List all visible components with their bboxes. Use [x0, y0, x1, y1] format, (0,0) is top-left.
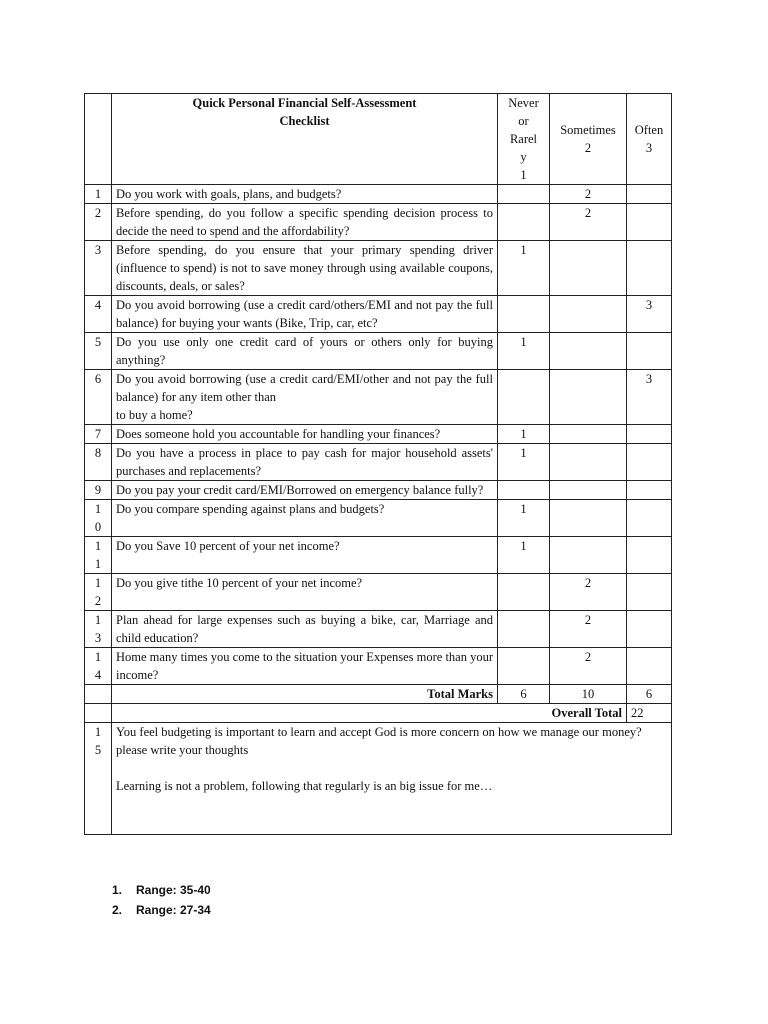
question-number [85, 481, 112, 500]
question-15-row [85, 723, 672, 835]
question-row [85, 241, 672, 296]
column-header-often [627, 94, 672, 185]
total-marks-row [85, 685, 672, 704]
question-number-line: 6 [94, 372, 102, 386]
overall-blank-cell [85, 704, 112, 723]
question-text-line: Do you pay your credit card/EMI/Borrowed on emergency balance fully? [116, 483, 484, 497]
score-never: 1 [498, 444, 550, 481]
score-never [498, 204, 550, 241]
question-number [85, 241, 112, 296]
spacer [116, 759, 667, 777]
score-sometimes [550, 481, 627, 500]
question-row [85, 333, 672, 370]
question-text-line: Before spending, do you ensure that your primary spending driver (influence to spend) is not to save money through using available coupons, discounts, deals, or sales? [116, 243, 493, 293]
total-marks-label: Total Marks [112, 685, 498, 704]
total-sometimes: 10 [550, 685, 627, 704]
score-often [627, 537, 672, 574]
often-header-line: Often [634, 123, 664, 137]
question-text-line: to buy a home? [116, 408, 193, 422]
score-sometimes: 2 [550, 185, 627, 204]
question-number-line: 0 [94, 520, 102, 534]
question-row [85, 648, 672, 685]
question-row [85, 500, 672, 537]
never-header-line: y [520, 150, 527, 164]
question-number-line: 4 [94, 668, 102, 682]
assessment-table [84, 93, 672, 835]
question-row [85, 370, 672, 425]
score-never: 1 [498, 241, 550, 296]
question-number [85, 204, 112, 241]
score-never [498, 481, 550, 500]
range-text: Range: 35-40 [136, 883, 211, 897]
score-often [627, 648, 672, 685]
question-text [112, 185, 498, 204]
score-sometimes [550, 296, 627, 333]
question-text [112, 574, 498, 611]
score-often [627, 574, 672, 611]
question-row [85, 296, 672, 333]
question-text-line: Home many times you come to the situation your Expenses more than your income? [116, 650, 494, 682]
question-number [85, 370, 112, 425]
overall-total-row [85, 704, 672, 723]
column-header-never [498, 94, 550, 185]
question-number [85, 648, 112, 685]
question-number-line: 4 [94, 298, 102, 312]
question-text [112, 481, 498, 500]
question-number-line: 2 [94, 206, 102, 220]
score-sometimes [550, 241, 627, 296]
question-15-cell [112, 723, 672, 835]
score-often [627, 444, 672, 481]
score-often [627, 185, 672, 204]
question-number-line: 1 [94, 539, 102, 553]
score-often [627, 204, 672, 241]
question-number-line: 3 [94, 243, 102, 257]
question-row [85, 574, 672, 611]
question-number [85, 444, 112, 481]
question-text-line: Does someone hold you accountable for handling your finances? [116, 427, 441, 441]
title-line-1: Quick Personal Financial Self-Assessment [192, 96, 417, 110]
range-text: Range: 27-34 [136, 903, 211, 917]
total-blank-cell [85, 685, 112, 704]
score-never: 1 [498, 333, 550, 370]
question-text [112, 444, 498, 481]
score-often [627, 611, 672, 648]
score-sometimes: 2 [550, 574, 627, 611]
question-text [112, 333, 498, 370]
column-header-sometimes [550, 94, 627, 185]
question-row [85, 185, 672, 204]
never-header-line: Rarel [509, 132, 538, 146]
question-number-line: 1 [94, 613, 102, 627]
question-row [85, 425, 672, 444]
question-text-line: Do you avoid borrowing (use a credit card/others/EMI and not pay the full balance) for buying your wants (Bike, Trip, car, etc? [116, 298, 493, 330]
question-text-line: Do you Save 10 percent of your net income? [116, 539, 340, 553]
range-number: 2. [112, 903, 123, 917]
score-sometimes [550, 537, 627, 574]
header-blank-cell [85, 94, 112, 185]
range-number: 1. [112, 883, 123, 897]
overall-total-value: 22 [627, 704, 672, 723]
question-number [85, 537, 112, 574]
score-sometimes: 2 [550, 204, 627, 241]
question-text-line: Plan ahead for large expenses such as buying a bike, car, Marriage and child education? [116, 613, 493, 645]
question-text [112, 425, 498, 444]
question-text [112, 648, 498, 685]
score-often [627, 241, 672, 296]
score-sometimes: 2 [550, 648, 627, 685]
question-text [112, 611, 498, 648]
score-never: 1 [498, 425, 550, 444]
range-item [112, 880, 211, 900]
question-number [85, 500, 112, 537]
question-number [85, 296, 112, 333]
question-number [85, 333, 112, 370]
question-text [112, 241, 498, 296]
question-number-line: 5 [94, 335, 102, 349]
question-15-answer: Learning is not a problem, following that regularly is an big issue for me… [116, 779, 493, 793]
question-number-line: 9 [94, 483, 102, 497]
range-item [112, 900, 211, 920]
header-row [85, 94, 672, 185]
score-never [498, 370, 550, 425]
score-often: 3 [627, 296, 672, 333]
question-row [85, 204, 672, 241]
score-often: 3 [627, 370, 672, 425]
score-sometimes [550, 500, 627, 537]
score-often [627, 425, 672, 444]
score-never [498, 574, 550, 611]
question-number-line: 5 [94, 743, 102, 757]
overall-total-label: Overall Total [112, 704, 627, 723]
score-sometimes [550, 444, 627, 481]
question-row [85, 611, 672, 648]
question-number [85, 425, 112, 444]
question-text-line: Before spending, do you follow a specific spending decision process to decide the need to spend and the affordability? [116, 206, 493, 238]
question-number-line: 1 [94, 576, 102, 590]
never-header-line: 1 [520, 168, 527, 182]
question-15-prompt: You feel budgeting is important to learn and accept God is more concern on how we manage our money? please write your thoughts [116, 725, 642, 757]
question-text-line: Do you give tithe 10 percent of your net income? [116, 576, 363, 590]
question-number-line: 7 [94, 427, 102, 441]
question-text [112, 204, 498, 241]
ranges-list [112, 880, 211, 920]
question-number-line: 1 [94, 725, 102, 739]
question-number [85, 723, 112, 835]
question-number-line: 1 [94, 557, 102, 571]
score-sometimes [550, 370, 627, 425]
sometimes-header-line: 2 [584, 141, 592, 155]
score-never: 1 [498, 537, 550, 574]
question-text [112, 537, 498, 574]
question-row [85, 481, 672, 500]
often-header-line: 3 [645, 141, 653, 155]
question-text-line: Do you use only one credit card of yours or others only for buying anything? [116, 335, 493, 367]
question-number [85, 611, 112, 648]
score-never [498, 611, 550, 648]
question-text [112, 296, 498, 333]
question-number-line: 1 [94, 650, 102, 664]
question-number-line: 8 [94, 446, 102, 460]
question-text-line: Do you avoid borrowing (use a credit card/EMI/other and not pay the full balance) for any item other than [116, 372, 493, 404]
question-text-line: Do you have a process in place to pay cash for major household assets' purchases and replacements? [116, 446, 493, 478]
question-number-line: 1 [94, 187, 102, 201]
question-row [85, 444, 672, 481]
total-never: 6 [498, 685, 550, 704]
question-number-line: 1 [94, 502, 102, 516]
question-text-line: Do you work with goals, plans, and budgets? [116, 187, 342, 201]
question-number [85, 574, 112, 611]
checklist-title [112, 94, 498, 185]
score-never [498, 296, 550, 333]
never-header-line: Never [508, 96, 539, 110]
question-text [112, 370, 498, 425]
score-often [627, 481, 672, 500]
question-number-line: 2 [94, 594, 102, 608]
sometimes-header-line: Sometimes [560, 123, 616, 137]
question-row [85, 537, 672, 574]
score-never [498, 648, 550, 685]
score-often [627, 500, 672, 537]
score-never [498, 185, 550, 204]
score-never: 1 [498, 500, 550, 537]
score-often [627, 333, 672, 370]
score-sometimes: 2 [550, 611, 627, 648]
score-sometimes [550, 333, 627, 370]
question-number [85, 185, 112, 204]
score-sometimes [550, 425, 627, 444]
never-header-line: or [518, 114, 529, 128]
total-often: 6 [627, 685, 672, 704]
question-number-line: 3 [94, 631, 102, 645]
title-line-2: Checklist [279, 114, 330, 128]
question-text-line: Do you compare spending against plans and budgets? [116, 502, 385, 516]
question-text [112, 500, 498, 537]
